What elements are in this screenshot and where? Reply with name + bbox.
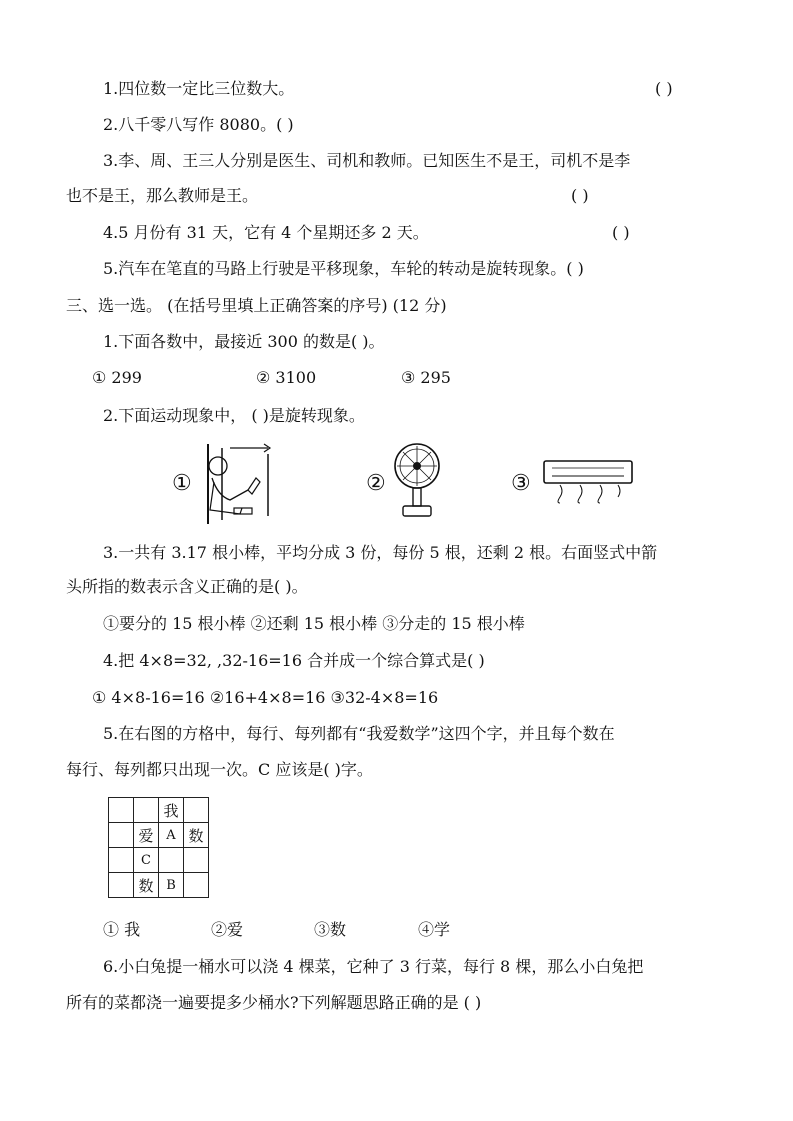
grid-cell: A — [159, 823, 184, 848]
choose-q2-label-2: ② — [366, 471, 386, 496]
judge-q3-answer-paren[interactable]: ( ) — [571, 186, 589, 205]
choose-q2-text: 2.下面运动现象中， ( )是旋转现象。 — [103, 406, 365, 425]
grid-cell — [159, 848, 184, 873]
choose-q5-option-3: ③数 — [314, 920, 347, 939]
choose-q2-label-1: ① — [172, 471, 192, 496]
choose-q3-options: ①要分的 15 根小棒 ②还剩 15 根小棒 ③分走的 15 根小棒 — [103, 614, 525, 633]
air-conditioner-illustration — [540, 458, 636, 504]
grid-cell — [134, 798, 159, 823]
choose-q5-option-1: ① 我 — [103, 920, 141, 939]
choose-q5-line1: 5.在右图的方格中，每行、每列都有“我爱数学”这四个字，并且每个数在 — [103, 724, 615, 743]
choose-q3-line2: 头所指的数表示含义正确的是( )。 — [66, 577, 308, 596]
judge-q1-answer-paren[interactable]: ( ) — [655, 79, 673, 98]
judge-q3-line2: 也不是王，那么教师是王。 — [66, 186, 259, 205]
grid-cell — [109, 798, 134, 823]
window-wiping-illustration — [200, 438, 280, 528]
choose-q1-option-1: ① 299 — [92, 368, 142, 387]
choose-q4-options: ① 4×8-16=16 ②16+4×8=16 ③32-4×8=16 — [92, 688, 439, 707]
section-3-title: 三、选一选。 (在括号里填上正确答案的序号) (12 分) — [66, 296, 447, 315]
choose-q3-line1: 3.一共有 3.17 根小棒，平均分成 3 份，每份 5 根，还剩 2 根。右面竖式中箭 — [103, 543, 658, 562]
grid-cell — [109, 823, 134, 848]
judge-q4-answer-paren[interactable]: ( ) — [612, 223, 630, 242]
grid-cell — [184, 848, 209, 873]
judge-q2-text: 2.八千零八写作 8080。( ) — [103, 115, 294, 134]
judge-q3-line1: 3.李、周、王三人分别是医生、司机和教师。已知医生不是王，司机不是李 — [103, 151, 631, 170]
grid-cell — [184, 798, 209, 823]
grid-cell: B — [159, 873, 184, 898]
choose-q1-option-2: ② 3100 — [256, 368, 317, 387]
grid-cell — [109, 848, 134, 873]
judge-q4-text: 4.5 月份有 31 天，它有 4 个星期还多 2 天。 — [103, 223, 429, 242]
grid-cell — [184, 873, 209, 898]
judge-q1-text: 1.四位数一定比三位数大。 — [103, 79, 295, 98]
choose-q6-line1: 6.小白兔提一桶水可以浇 4 棵菜，它种了 3 行菜，每行 8 棵，那么小白兔把 — [103, 957, 644, 976]
grid-cell: 数 — [134, 873, 159, 898]
grid-cell: 数 — [184, 823, 209, 848]
electric-fan-illustration — [393, 440, 445, 520]
choose-q4-text: 4.把 4×8=32, ,32-16=16 合并成一个综合算式是( ) — [103, 651, 485, 670]
choose-q5-line2: 每行、每列都只出现一次。C 应该是( )字。 — [66, 760, 373, 779]
choose-q1-option-3: ③ 295 — [401, 368, 451, 387]
grid-cell: 我 — [159, 798, 184, 823]
grid-cell: C — [134, 848, 159, 873]
choose-q6-line2: 所有的菜都浇一遍要提多少桶水?下列解题思路正确的是 ( ) — [66, 993, 482, 1012]
grid-cell — [109, 873, 134, 898]
choose-q5-option-2: ②爱 — [211, 920, 244, 939]
word-grid — [108, 797, 209, 898]
choose-q1-text: 1.下面各数中，最接近 300 的数是( )。 — [103, 332, 385, 351]
judge-q5-text: 5.汽车在笔直的马路上行驶是平移现象，车轮的转动是旋转现象。( ) — [103, 259, 584, 278]
choose-q2-label-3: ③ — [511, 471, 531, 496]
grid-cell: 爱 — [134, 823, 159, 848]
choose-q5-option-4: ④学 — [418, 920, 451, 939]
